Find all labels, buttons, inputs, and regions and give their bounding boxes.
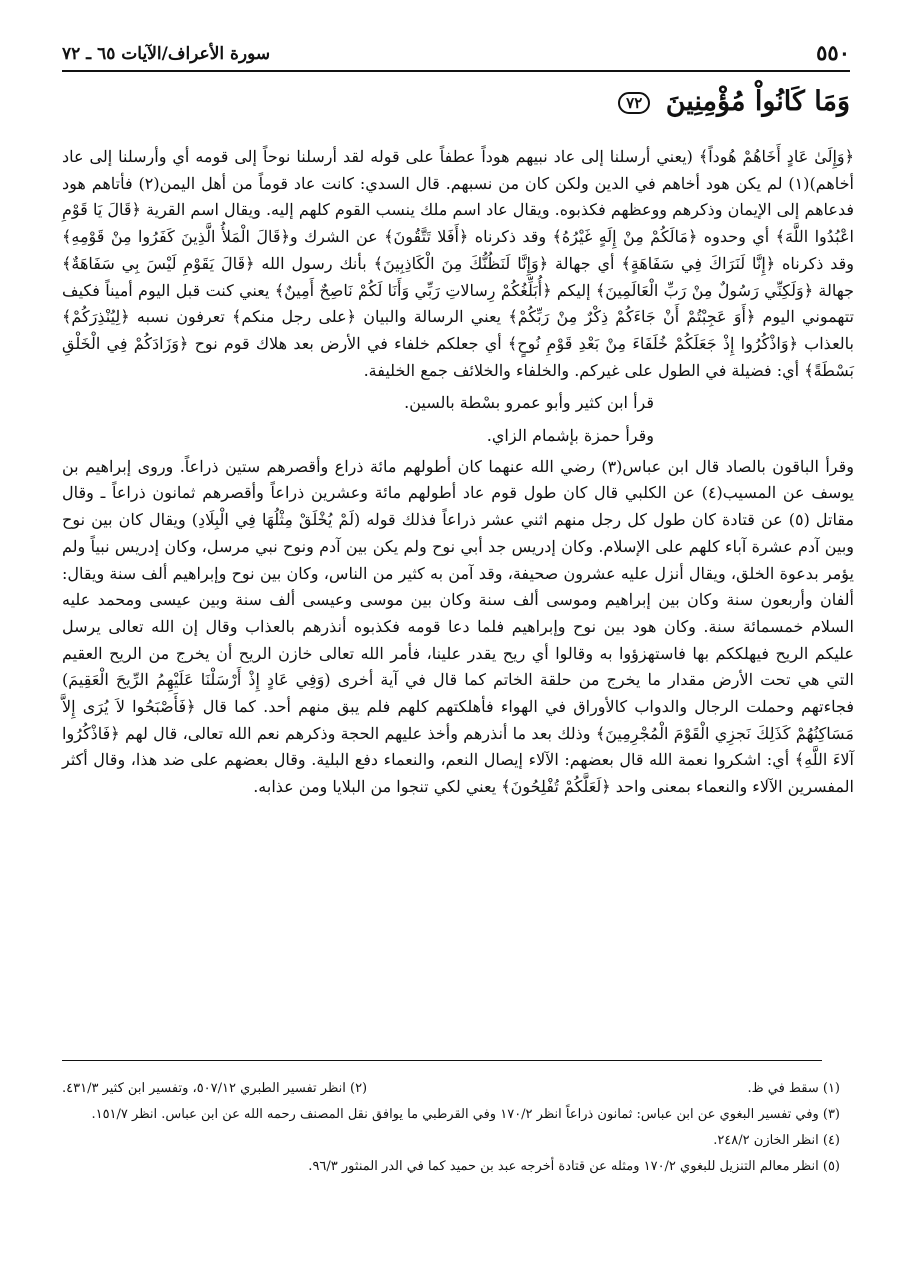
- commentary-body: [62, 144, 854, 801]
- verse-text: وَمَا كَانُواْ مُؤْمِنِينَ: [665, 86, 850, 117]
- footnotes: [62, 1076, 840, 1180]
- quran-verse-line: [618, 86, 850, 117]
- paragraph: وقرأ حمزة بإشمام الزاي.: [486, 426, 654, 446]
- footnote-5: (٥) انظر معالم التنزيل للبغوي ١٧٠/٢ ومثله عن قتادة أخرجه عبد بن حميد كما في الدر المنثور ٩٦/٣.: [308, 1159, 840, 1174]
- footnote-1: (١) سقط في ظ.: [747, 1081, 840, 1096]
- page-number: ٥٥٠: [816, 40, 850, 65]
- footnote-separator: [62, 1060, 822, 1061]
- header-rule: [62, 70, 850, 72]
- page-header: [62, 36, 850, 68]
- footnote-2: (٢) انظر تفسير الطبري ٥٠٧/١٢، وتفسير ابن كثير ٤٣١/٣.: [62, 1081, 368, 1096]
- footnote-4: (٤) انظر الخازن ٢٤٨/٢.: [713, 1133, 840, 1148]
- paragraph: وقرأ الباقون بالصاد قال ابن عباس(٣) رضي الله عنهما كان أطولهم مائة ذراع وأقصرهم ستين ذراعاً. وروى إبراهيم بن يوسف عن المسيب(٤) عن الكلبي قال كان طول قوم عاد أطولهم مائة وعشرين ذراعاً وأقصرهم ثمانون ذراعاً ـ وقال مقاتل (٥) عن قتادة كان طول كل رجل منهم اثني عشر ذراعاً فذلك قوله (لَمْ يُخْلَقْ مِثْلُهَا فِي الْبِلَادِ) ويقال كان بين نوح وبين آدم عشرة آباء كلهم على الإسلام. وكان إدريس جد أبي نوح ولم يكن بين آدم ونوح نبي مرسل، وكان إدريس نبياً ولم يؤمر بدعوة الخلق، ويقال أنزل عليه عشرون صحيفة، وقد آمن به كثير من الناس، وكان بين نوح وإبراهيم ألف سنة ويقال: ألفان وأربعون سنة وكان بين إبراهيم وموسى ألف سنة وكان بين موسى وعيسى ألف سنة وبين عيسى ومحمد عليه السلام خمسمائة سنة. وكان هود بين نوح وإبراهيم فلما دعا قومه فكذبوه أنذرهم بالعذاب وقال إن الله تعالى يرسل عليكم الريح فيهلككم بها فاستهزؤوا به وقالوا أي ريح يقدر علينا، فأمر الله تعالى خازن الريح أن يخرج من الريح العقيم التي هي تحت الأرض مقدار ما يخرج من حلقة الخاتم كما قال في آية أخرى (وَفِي عَادٍ إِذْ أَرْسَلْنَا عَلَيْهِمُ الرِّيحَ الْعَقِيمَ) فجاءتهم وحملت الرجال والدواب كالأوراق في الهواء فأهلكتهم كلهم فلم يبق منهم أحد. كما قال ﴿فَأَصْبَحُوا لاَ يُرَى إِلاَّ مَسَاكِنُهُمْ كَذَلِكَ نَجزِي الْقَوْمَ الْمُجْرِمِينَ﴾ وذلك بعد ما أنذرهم وأخذ عليهم الحجة وذكرهم نعم الله تعالى، قال لهم ﴿فَاذْكُرُوا آلاءَ اللَّهِ﴾ أي: اشكروا نعمة الله قال بعضهم: الآلاء إيصال النعم، والنعماء دفع البلية. وقال بعضهم على ضد هذا، وقال أكثر المفسرين الآلاء والنعماء بمعنى واحد ﴿لَعَلَّكُمْ تُفْلِحُونَ﴾ يعني لكي تنجوا من البلايا ومن عذابه.: [62, 456, 855, 797]
- verse-number-badge: ٧٢: [618, 92, 650, 114]
- paragraph: قرأ ابن كثير وأبو عمرو بسْطة بالسين.: [404, 393, 654, 413]
- paragraph: ﴿وَإِلَىٰ عَادٍ أَخَاهُمْ هُوداً﴾ (يعني أرسلنا إلى عاد نبيهم هوداً عطفاً على قوله لقد أرسلنا نوحاً إلى قومه أي وأرسلنا إلى عاد أخاهم)(١) لم يكن هود أخاهم في الدين ولكن كان من نسبهم. قال السدي: كانت عاد قوماً من أهل اليمن(٢) فأتاهم هود فدعاهم إلى الإيمان وذكرهم ووعظهم فكذبوه. ويقال عاد اسم ملك ينسب القوم كلهم إليه. ويقال اسم القرية ﴿قَالَ يَا قَوْمِ اعْبُدُوا اللَّهَ﴾ أي وحدوه ﴿مَالَكُمْ مِنْ إِلَهٍ غَيْرُهُ﴾ وقد ذكرناه ﴿أَفَلا تَتَّقُونَ﴾ عن الشرك و﴿قَالَ الْمَلأُ الَّذِينَ كَفَرُوا مِنْ قَوْمِهِ﴾ وقد ذكرناه ﴿إِنَّا لَنَرَاكَ فِي سَفَاهَةٍ﴾ أي جهالة ﴿وَإِنَّا لَنَظُنُّكَ مِنَ الْكَاذِبِينَ﴾ بأنك رسول الله ﴿قَالَ يَقَوْمِ لَيْسَ بِي سَفَاهَةٌ﴾ جهالة ﴿وَلَكِنِّي رَسُولٌ مِنْ رَبِّ الْعَالَمِينَ﴾ إليكم ﴿أُبَلِّغُكُمْ رِسالاتِ رَبِّي وَأَنَا لَكُمْ نَاصِحٌ أَمِينٌ﴾ يعني كنت قبل اليوم أميناً فكيف تتهموني اليوم ﴿أَوَ عَجِبْتُمْ أَنْ جَاءَكُمْ ذِكْرٌ مِنْ رَبِّكُمْ﴾ يعني الرسالة والبيان ﴿على رجل منكم﴾ تعرفون نسبه ﴿لِيُنْذِرَكُمْ﴾ بالعذاب ﴿وَاذْكُرُوا إِذْ جَعَلَكُمْ خُلَفَاءَ مِنْ بَعْدِ قَوْمِ نُوحٍ﴾ أي جعلكم خلفاء في الأرض بعد هلاك قوم نوح ﴿وَزَادَكُمْ فِي الْخَلْقِ بَسْطَةً﴾ أي: فضيلة في الطول على غيركم. والخلفاء والخلائف جمع الخليفة.: [62, 147, 855, 380]
- footnote-3: (٣) وفي تفسير البغوي عن ابن عباس: ثمانون ذراعاً انظر ١٧٠/٢ وفي القرطبي ما يوافق نقل المصنف رحمه الله عن ابن عباس. انظر ١٥١/٧.: [91, 1107, 840, 1122]
- running-title: سورة الأعراف/الآيات ٦٥ ـ ٧٢: [62, 44, 271, 64]
